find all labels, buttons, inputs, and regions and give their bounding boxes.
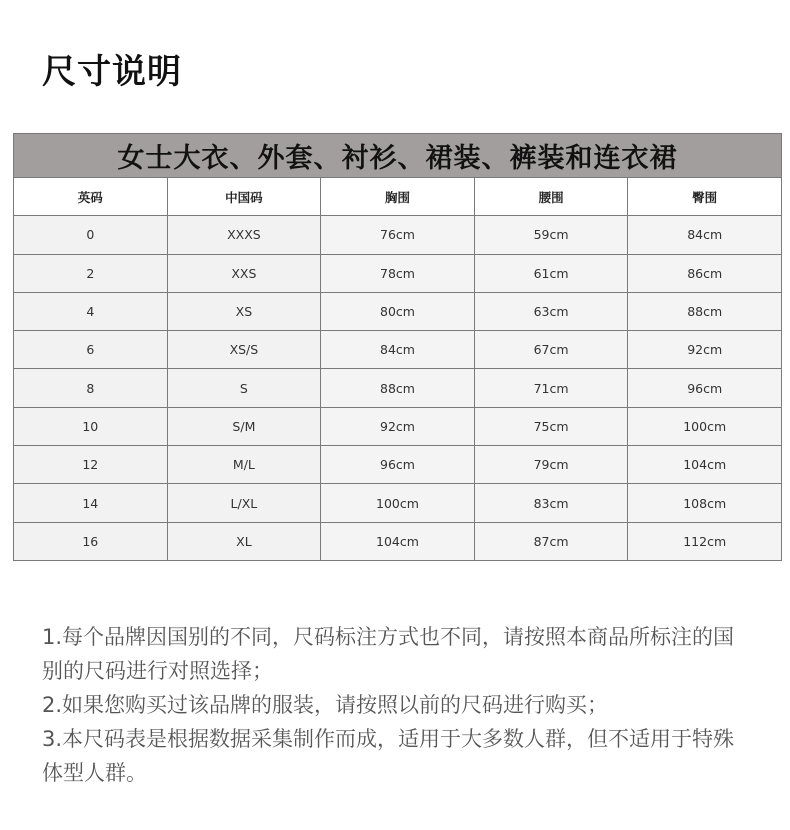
table-row [14, 216, 782, 254]
table-cell: 100cm [321, 484, 475, 522]
table-cell: 8 [14, 369, 168, 407]
table-row [14, 407, 782, 445]
table-cell: 71cm [474, 369, 628, 407]
table-cell: S [167, 369, 321, 407]
table-cell: L/XL [167, 484, 321, 522]
table-cell: 96cm [628, 369, 782, 407]
table-cell: 83cm [474, 484, 628, 522]
table-header-row [14, 178, 782, 216]
size-notes [42, 620, 754, 790]
table-cell: 87cm [474, 522, 628, 560]
table-cell: 80cm [321, 292, 475, 330]
table-cell: 2 [14, 254, 168, 292]
table-row [14, 446, 782, 484]
table-cell: XXS [167, 254, 321, 292]
note-2: 2.如果您购买过该品牌的服装，请按照以前的尺码进行购买； [42, 693, 609, 717]
table-cell: 88cm [628, 292, 782, 330]
table-cell: 75cm [474, 407, 628, 445]
table-cell: 79cm [474, 446, 628, 484]
table-cell: 6 [14, 331, 168, 369]
table-cell: 10 [14, 407, 168, 445]
table-banner-row [14, 134, 782, 178]
table-cell: 78cm [321, 254, 475, 292]
header-hip: 臀围 [628, 178, 782, 216]
table-row [14, 254, 782, 292]
table-cell: 12 [14, 446, 168, 484]
table-cell: 63cm [474, 292, 628, 330]
table-cell: 84cm [628, 216, 782, 254]
table-cell: XXXS [167, 216, 321, 254]
table-cell: 96cm [321, 446, 475, 484]
table-cell: 112cm [628, 522, 782, 560]
table-cell: 16 [14, 522, 168, 560]
table-cell: S/M [167, 407, 321, 445]
header-bust: 胸围 [321, 178, 475, 216]
header-uk-size: 英码 [14, 178, 168, 216]
table-row [14, 522, 782, 560]
table-cell: 86cm [628, 254, 782, 292]
page-title: 尺寸说明 [42, 52, 182, 92]
table-cell: 92cm [321, 407, 475, 445]
table-cell: 88cm [321, 369, 475, 407]
table-cell: 0 [14, 216, 168, 254]
table-cell: 92cm [628, 331, 782, 369]
table-cell: 67cm [474, 331, 628, 369]
table-row [14, 331, 782, 369]
size-chart-table [13, 133, 782, 561]
table-cell: 4 [14, 292, 168, 330]
table-row [14, 484, 782, 522]
table-cell: XL [167, 522, 321, 560]
table-cell: XS/S [167, 331, 321, 369]
table-banner: 女士大衣、外套、衬衫、裙装、裤装和连衣裙 [14, 134, 782, 178]
table-cell: 76cm [321, 216, 475, 254]
note-3: 3.本尺码表是根据数据采集制作而成，适用于大多数人群，但不适用于特殊体型人群。 [42, 727, 735, 785]
table-cell: M/L [167, 446, 321, 484]
note-1: 1.每个品牌因国别的不同，尺码标注方式也不同，请按照本商品所标注的国别的尺码进行对照选择； [42, 625, 735, 683]
table-row [14, 292, 782, 330]
table-cell: 100cm [628, 407, 782, 445]
header-cn-size: 中国码 [167, 178, 321, 216]
table-cell: 104cm [628, 446, 782, 484]
table-cell: XS [167, 292, 321, 330]
header-waist: 腰围 [474, 178, 628, 216]
table-cell: 59cm [474, 216, 628, 254]
table-cell: 108cm [628, 484, 782, 522]
table-cell: 61cm [474, 254, 628, 292]
table-cell: 14 [14, 484, 168, 522]
table-row [14, 369, 782, 407]
table-cell: 84cm [321, 331, 475, 369]
table-cell: 104cm [321, 522, 475, 560]
table-body [14, 216, 782, 561]
